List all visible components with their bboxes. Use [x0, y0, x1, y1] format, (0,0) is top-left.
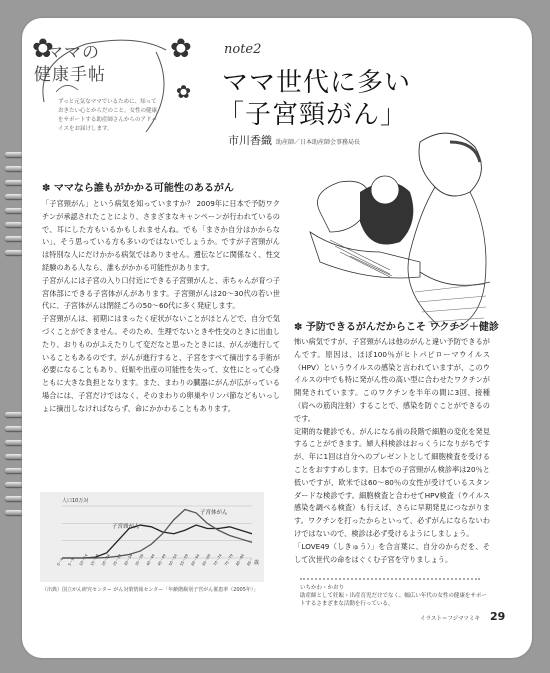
- paragraph: 「子宮頸がん」という病気を知っていますか？ 2009年に日本で予防ワクチンが承認されたことにより、さまざまなキャンペーンが行われているので、耳にした方もいるかもしれませんね。でも「まさか自分はかからない」、そう思っている方も多いのではないでしょうか。ですが子宮頸がんは特別な人にだけかかる病気ではありません。遺伝などに関係なく、性交経験のある人なら、誰もがかかる可能性があります。: [42, 199, 280, 272]
- x-tick-label: 20〜24: [101, 553, 111, 567]
- flower-bullet-icon: ✽: [42, 183, 54, 194]
- x-tick-label: 35〜39: [134, 553, 145, 567]
- x-tick-label: 80〜84: [235, 553, 246, 567]
- author-description: 助産師として妊娠・出産育児だけでなく、幅広い年代の女性の健康をサポートするさまざまな活動を行っている。: [300, 593, 487, 607]
- note-label: note2: [224, 42, 262, 57]
- flower-icon: ✿: [170, 34, 192, 64]
- section2-body: [294, 336, 490, 566]
- x-tick-label: 5〜9: [67, 557, 76, 567]
- article-title-line1: ママ世代に多い: [222, 68, 412, 98]
- flower-icon: ✿: [32, 34, 54, 64]
- section2-heading: [294, 318, 499, 333]
- page-number: 29: [490, 610, 506, 623]
- paragraph: 子宮頸がんは、初期にはまったく症状がないことがほとんどで、自分で気づくことができません。そのため、生理でないときや性交のときに出血したり、おりものがふえたりして変だなと思ったときには、がんが進行していることもあるのです。がんが進行すると、子宮をすべて摘出する手術が必要になることもあり、妊娠や出産の可能性を失って、女性にとって心身ともに大きな負担となります。また、まわりの臓器にがんが広がっている場合には、子宮だけではなく、そのまわりの卵巣やリンパ節などもいっしょに摘出しなければならず、命にかかわることもあります。: [42, 314, 280, 413]
- paragraph: 子宮がんには子宮の入り口付近にできる子宮頸がんと、赤ちゃんが育つ子宮体部にできる子宮体がんがあります。子宮頸がんは20〜30代の若い世代に、子宮体がんは閉経ごろの50〜60代に多く発症します。: [42, 275, 280, 311]
- chart-background: [40, 492, 264, 582]
- x-tick-label: 15〜19: [89, 553, 100, 567]
- x-tick-label: 50〜54: [168, 553, 179, 567]
- author-title: 助産師／日本助産師会事務局長: [276, 139, 361, 146]
- series-title: [34, 42, 106, 86]
- illustration-credit: イラスト＝フジマツミキ: [420, 616, 480, 622]
- x-tick-label: 30〜34: [123, 553, 134, 567]
- section1-heading-text: ママなら誰もがかかる可能性のあるがん: [53, 183, 234, 194]
- x-tick-label: 0〜4: [56, 557, 64, 567]
- paragraph: 定期的な健診でも、がんになる前の段階で細胞の変化を発見することができます。婦人科検診はおっくうになりがちですが、年に1回は自分へのプレゼントとして細胞検査を受けることをおすすめします。日本での子宮頸がん検診率は20％と低いですが、欧米では60〜80％の女性が受けているスタンダードな検診です。細胞検査と合わせてHPV検査（ウイルス感染を調べる検査）も行えば、さらに早期発見につながります。ワクチンを打ったからといって、必ずがんにならないわけではないので、検診は必ず受けるようにしましょう。: [294, 426, 490, 538]
- divider: [300, 578, 480, 583]
- x-tick-label: 60〜64: [190, 553, 201, 567]
- article-title-line2: 「子宮頸がん」: [218, 100, 408, 130]
- series-title-line2: 健康手帖: [34, 65, 106, 85]
- chart-xlabel: 歳: [254, 560, 260, 566]
- x-tick-label: 75〜79: [224, 553, 234, 567]
- x-tick-label: 65〜69: [201, 553, 212, 567]
- flower-icon: ✿: [176, 82, 192, 103]
- series-title-line1: ママの: [46, 43, 100, 63]
- x-tick-label: 45〜49: [156, 553, 167, 567]
- x-tick-label: 25〜29: [112, 553, 123, 567]
- x-tick-label: 55〜59: [179, 553, 190, 567]
- chart-source: （出典）国立がん研究センター がん対策情報センター「年齢階級別子宮がん罹患率（2005年）」: [42, 587, 259, 593]
- author-name: 市川香織: [228, 134, 272, 147]
- section1-body: [42, 198, 280, 416]
- chart-ylabel: 人口10万対: [62, 498, 89, 504]
- author-profile: [300, 584, 490, 608]
- x-tick-label: 85〜: [246, 557, 254, 567]
- section1-heading: [42, 179, 234, 194]
- incidence-chart: [40, 492, 264, 582]
- x-tick-label: 40〜44: [145, 553, 156, 567]
- paragraph: 怖い病気ですが、子宮頸がんは他のがんと違い予防できるがんです。原因は、ほぼ100％がヒトパピローマウイルス（HPV）というウイルスの感染と言われていますが、このウイルスの中でも特に発がん性の高い型に合わせたワクチンが開発されています。このワクチンを半年の間に3回、接種（肩への筋肉注射）することで、感染を防ぐことができるのです。: [294, 337, 490, 423]
- mother-baby-illustration: [300, 122, 500, 332]
- section2-heading-text: 予防できるがんだからこそ ワクチン＋健診: [305, 322, 499, 333]
- x-tick-label: 70〜74: [212, 553, 223, 567]
- series-label-uterine-body: 子宮体がん: [200, 510, 228, 516]
- author-reading: いちかわ・かおり: [300, 585, 345, 591]
- series-intro: ずっと元気なママでいるために、知っておきたい心とからだのこと。女性の健康をサポートする助産師さんからのアドバイスをお届けします。: [58, 99, 158, 132]
- series-label-cervical: 子宮頸がん: [112, 524, 140, 530]
- x-tick-label: 10〜14: [78, 553, 89, 567]
- flower-bullet-icon: ✽: [294, 322, 306, 333]
- paragraph: 「LOVE49（しきゅう）」を合言葉に、自分のからだを、そして次世代の命をはぐくむ子宮を守りましょう。: [294, 541, 490, 564]
